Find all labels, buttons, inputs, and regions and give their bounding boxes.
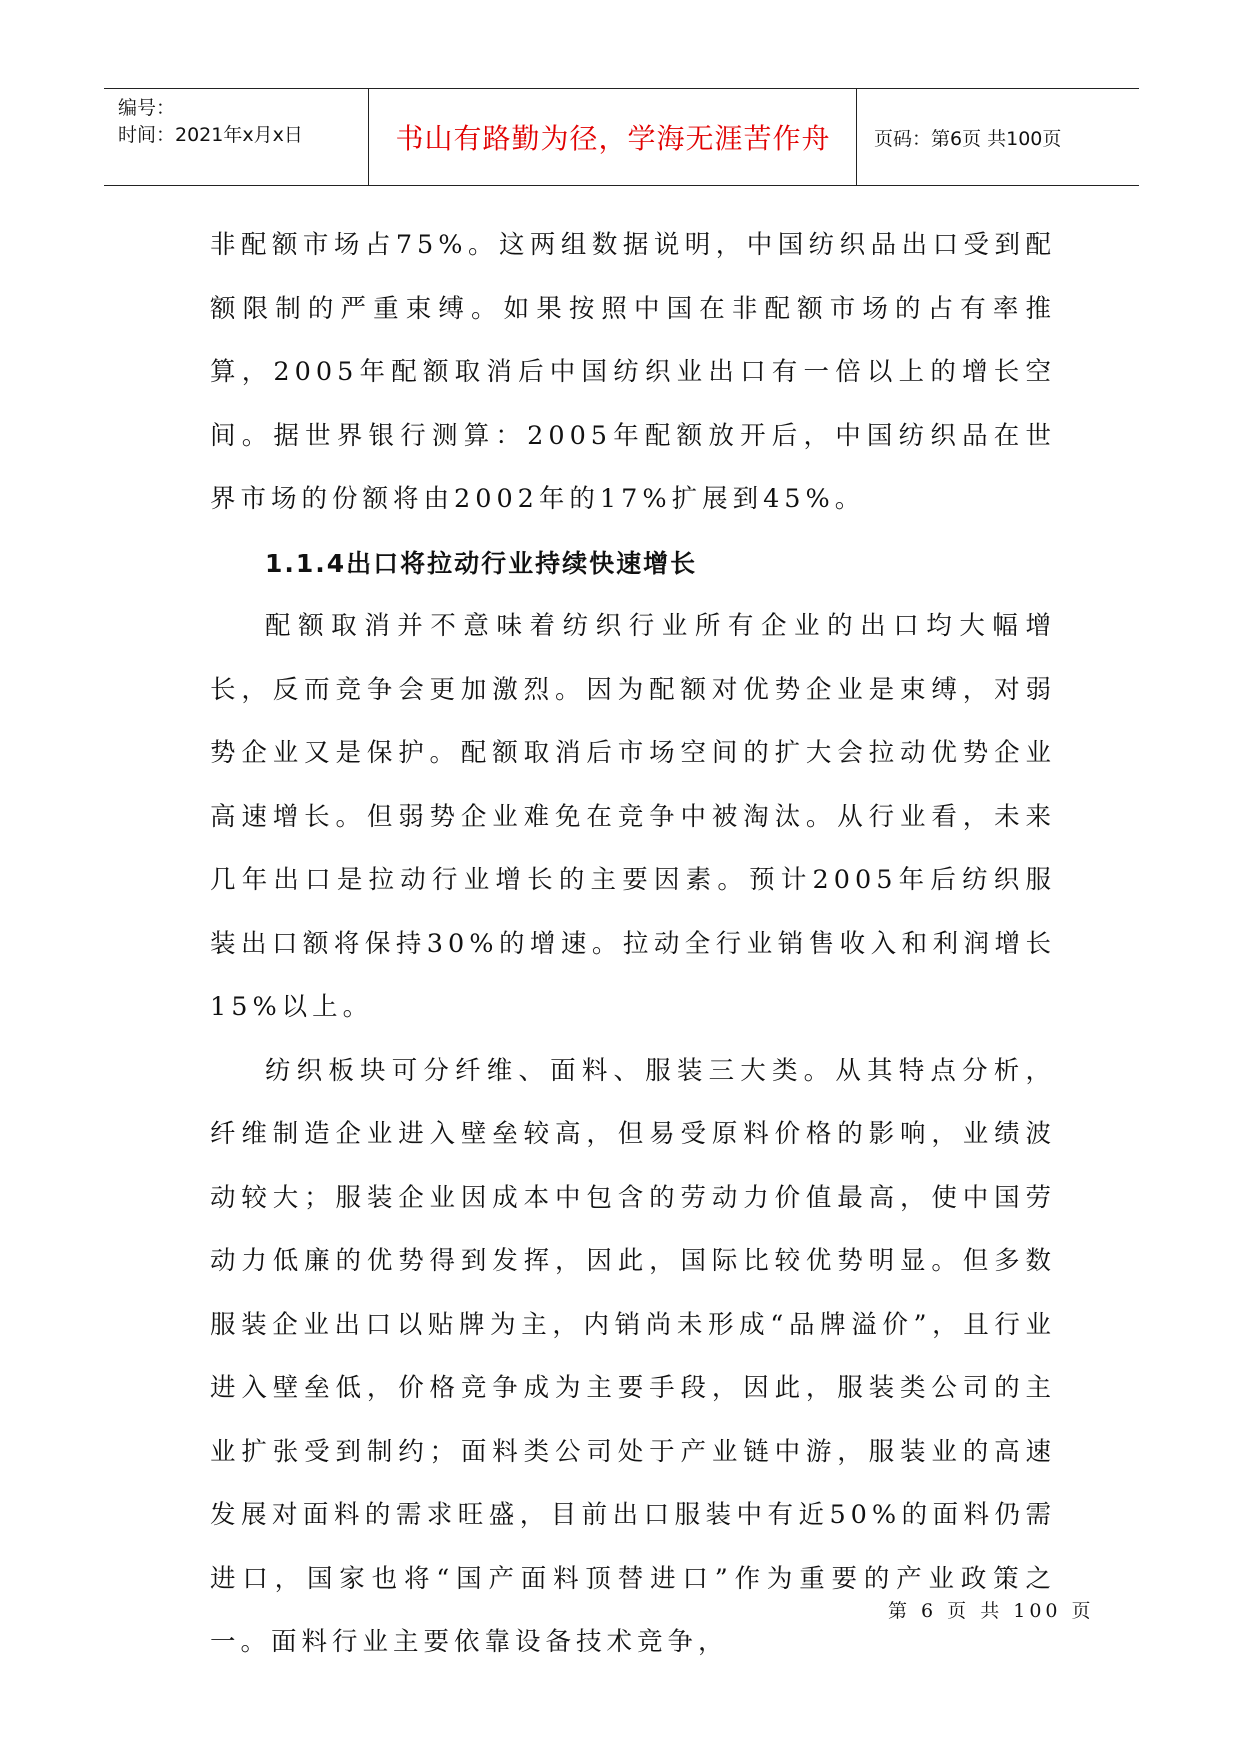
body-paragraph: 配额取消并不意味着纺织行业所有企业的出口均大幅增长，反而竞争会更加激烈。因为配额对优势企业是束缚，对弱势企业又是保护。配额取消后市场空间的扩大会拉动优势企业高速增长。但弱势企业难免在竞争中被淘汰。从行业看，未来几年出口是拉动行业增长的主要因素。预计2005年后纺织服装出口额将保持30%的增速。拉动全行业销售收入和利润增长15%以上。: [210, 611, 1056, 1022]
serial-label: 编号：: [118, 97, 176, 119]
header-page-info: 页码：第6页 共100页: [874, 127, 1062, 150]
page-header: [104, 88, 1139, 186]
header-divider: [856, 89, 857, 185]
page-footer: 第 6 页 共 100 页: [888, 1600, 1095, 1622]
body-paragraph: 纺织板块可分纤维、面料、服装三大类。从其特点分析，纤维制造企业进入壁垒较高，但易受原料价格的影响，业绩波动较大；服装企业因成本中包含的劳动力价值最高，使中国劳动力低廉的优势得到发挥，因此，国际比较优势明显。但多数服装企业出口以贴牌为主，内销尚未形成“品牌溢价”，且行业进入壁垒低，价格竞争成为主要手段，因此，服装类公司的主业扩张受到制约；面料类公司处于产业链中游，服装业的高速发展对面料的需求旺盛，目前出口服装中有近50%的面料仍需进口，国家也将“国产面料顶替进口”作为重要的产业政策之一。面料行业主要依靠设备技术竞争，: [210, 1055, 1056, 1657]
header-motto: 书山有路勤为径，学海无涯苦作舟: [395, 122, 831, 155]
section-heading: 1.1.4出口将拉动行业持续快速增长: [265, 548, 698, 578]
document-body: [210, 214, 1056, 1675]
body-paragraph: 非配额市场占75%。这两组数据说明，中国纺织品出口受到配额限制的严重束缚。如果按照中国在非配额市场的占有率推算，2005年配额取消后中国纺织业出口有一倍以上的增长空间。据世界银行测算：2005年配额放开后，中国纺织品在世界市场的份额将由2002年的17%扩展到45%。: [210, 230, 1056, 514]
time-label: 时间：2021年x月x日: [118, 124, 303, 146]
header-divider: [368, 89, 369, 185]
